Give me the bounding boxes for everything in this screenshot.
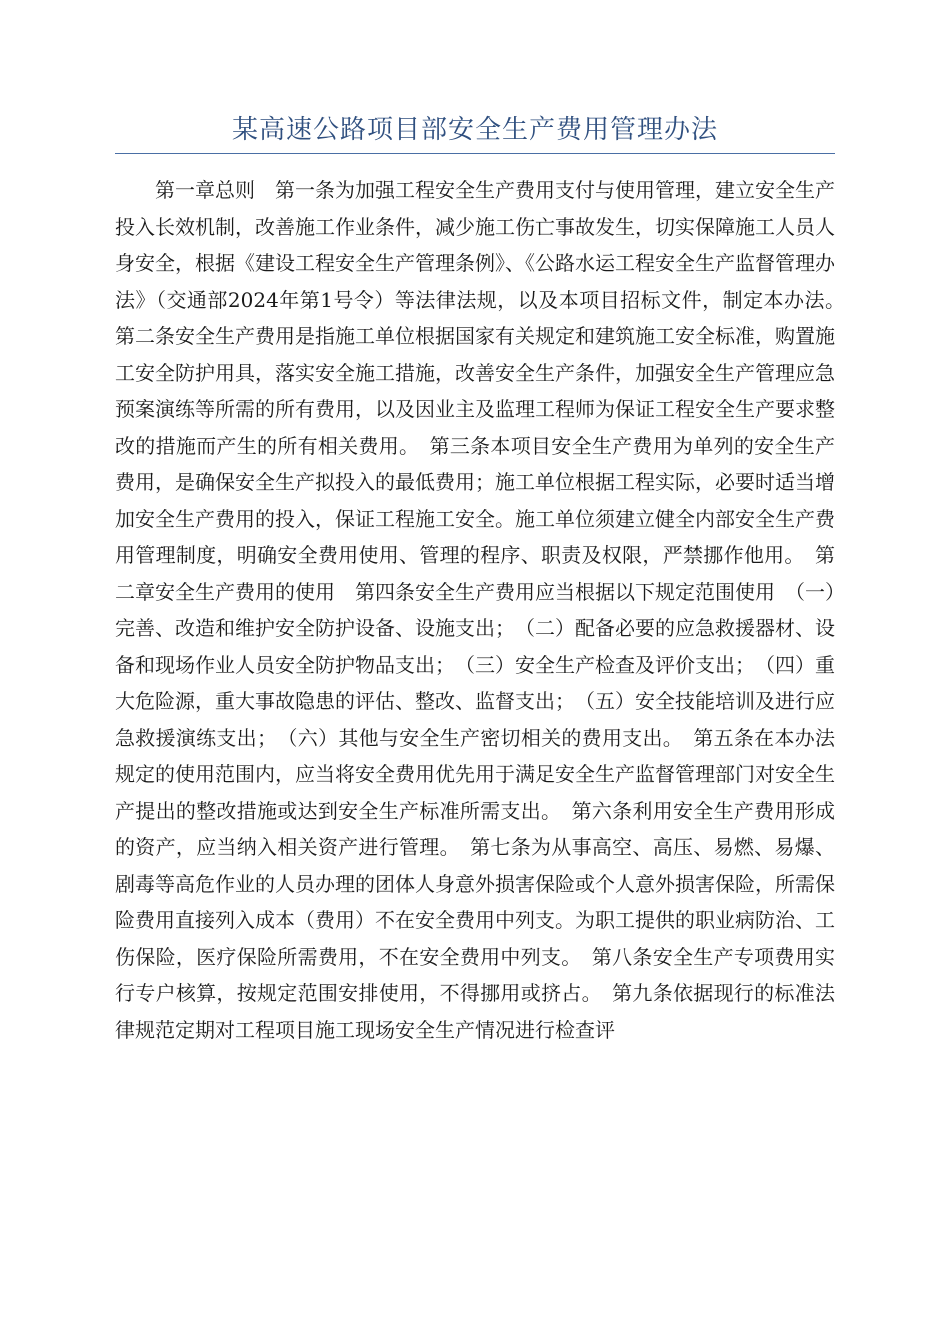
document-body-paragraph: 第一章总则 第一条为加强工程安全生产费用支付与使用管理，建立安全生产投入长效机制，改善施工作业条件，减少施工伤亡事故发生，切实保障施工人员人身安全，根据《建设工程安全生产管理条例》、《公路水运工程安全生产监督管理办法》（交通部2024年第1号令）等法律法规，以及本项目招标文件，制定本办法。 第二条安全生产费用是指施工单位根据国家有关规定和建筑施工安全标准，购置施工安全防护用具，落实安全施工措施，改善安全生产条件，加强安全生产管理应急预案演练等所需的所有费用，以及因业主及监理工程师为保证工程安全生产要求整改的措施而产生的所有相关费用。 第三条本项目安全生产费用为单列的安全生产费用，是确保安全生产拟投入的最低费用；施工单位根据工程实际，必要时适当增加安全生产费用的投入，保证工程施工安全。施工单位须建立健全内部安全生产费用管理制度，明确安全费用使用、管理的程序、职责及权限，严禁挪作他用。 第二章安全生产费用的使用 第四条安全生产费用应当根据以下规定范围使用 （一）完善、改造和维护安全防护设备、设施支出； （二）配备必要的应急救援器材、设备和现场作业人员安全防护物品支出； （三）安全生产检查及评价支出； （四）重大危险源，重大事故隐患的评估、整改、监督支出； （五）安全技能培训及进行应急救援演练支出； （六）其他与安全生产密切相关的费用支出。 第五条在本办法规定的使用范围内，应当将安全费用优先用于满足安全生产监督管理部门对安全生产提出的整改措施或达到安全生产标准所需支出。 第六条利用安全生产费用形成的资产，应当纳入相关资产进行管理。 第七条为从事高空、高压、易燃、易爆、剧毒等高危作业的人员办理的团体人身意外损害保险或个人意外损害保险，所需保险费用直接列入成本（费用）不在安全费用中列支。为职工提供的职业病防治、工伤保险，医疗保险所需费用，不在安全费用中列支。 第八条安全生产专项费用实行专户核算，按规定范围安排使用，不得挪用或挤占。 第九条依据现行的标准法律规范定期对工程项目施工现场安全生产情况进行检查评 [115, 178, 855, 1042]
title-underline [115, 153, 835, 154]
document-title: 某高速公路项目部安全生产费用管理办法 [231, 115, 718, 145]
